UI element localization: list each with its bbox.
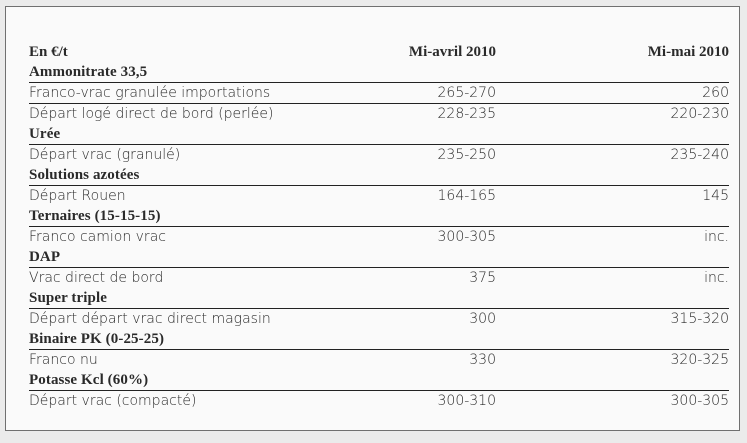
may-price: 145 <box>496 186 729 207</box>
header-april: Mi-avril 2010 <box>408 44 496 60</box>
table-row <box>29 104 729 125</box>
fertilizer-price-table <box>29 40 729 411</box>
table-row <box>29 186 729 207</box>
table-row <box>29 227 729 248</box>
april-price: 300-310 <box>359 391 496 412</box>
table-row <box>29 309 729 330</box>
category-label: Urée <box>29 126 61 142</box>
april-price: 375 <box>359 268 496 289</box>
row-label: Départ vrac (compacté) <box>29 391 359 412</box>
april-price: 228-235 <box>359 104 496 125</box>
table-row <box>29 391 729 412</box>
category-row <box>29 124 729 145</box>
april-price: 300-305 <box>359 227 496 248</box>
may-price: 315-320 <box>496 309 729 330</box>
may-price: 300-305 <box>496 391 729 412</box>
category-label: Ammonitrate 33,5 <box>29 64 148 80</box>
may-price: 260 <box>496 83 729 104</box>
april-price: 235-250 <box>359 145 496 166</box>
category-row <box>29 288 729 309</box>
category-label: Solutions azotées <box>29 167 140 183</box>
may-price: 320-325 <box>496 350 729 371</box>
april-price: 330 <box>359 350 496 371</box>
row-label: Départ Rouen <box>29 186 359 207</box>
row-label: Franco camion vrac <box>29 227 359 248</box>
header-unit: En €/t <box>29 44 68 60</box>
row-label: Départ logé direct de bord (perlée) <box>29 104 359 125</box>
category-row <box>29 370 729 391</box>
table-row <box>29 268 729 289</box>
row-label: Franco nu <box>29 350 359 371</box>
table-header-row <box>29 40 729 62</box>
category-row <box>29 62 729 83</box>
category-row <box>29 206 729 227</box>
april-price: 265-270 <box>359 83 496 104</box>
category-row <box>29 165 729 186</box>
category-row <box>29 247 729 268</box>
row-label: Vrac direct de bord <box>29 268 359 289</box>
category-label: Binaire PK (0-25-25) <box>29 331 165 347</box>
table-row <box>29 145 729 166</box>
row-label: Franco-vrac granulée importations <box>29 83 359 104</box>
row-label: Départ vrac (granulé) <box>29 145 359 166</box>
may-price: 220-230 <box>496 104 729 125</box>
april-price: 164-165 <box>359 186 496 207</box>
category-label: Potasse Kcl (60%) <box>29 372 149 388</box>
table-row <box>29 350 729 371</box>
category-row <box>29 329 729 350</box>
row-label: Départ départ vrac direct magasin <box>29 309 359 330</box>
may-price: inc. <box>496 227 729 248</box>
price-table-panel <box>5 6 740 431</box>
table-row <box>29 83 729 104</box>
category-label: Ternaires (15-15-15) <box>29 208 161 224</box>
table-body <box>29 62 729 411</box>
may-price: 235-240 <box>496 145 729 166</box>
header-may: Mi-mai 2010 <box>647 44 729 60</box>
category-label: Super triple <box>29 290 108 306</box>
category-label: DAP <box>29 249 61 265</box>
may-price: inc. <box>496 268 729 289</box>
april-price: 300 <box>359 309 496 330</box>
